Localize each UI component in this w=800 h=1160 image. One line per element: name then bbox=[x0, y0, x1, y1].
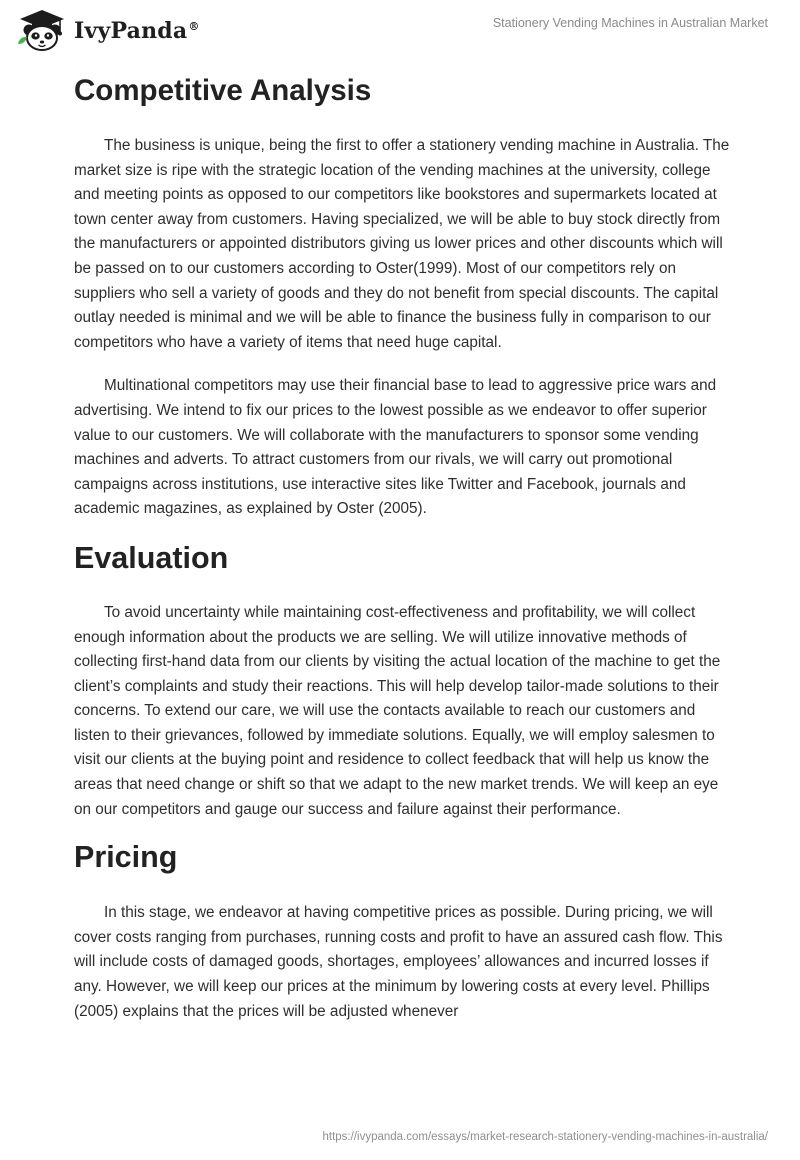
brand-logo[interactable] bbox=[16, 8, 200, 52]
document-title: Stationery Vending Machines in Australian Market bbox=[492, 16, 768, 30]
paragraph: In this stage, we endeavor at having competitive prices as possible. During pricing, we will cover costs ranging from purchases, running costs and profit to have an assured cash flow. This will include costs of damaged goods, shortages, employees’ allowances and incurred losses if any. However, we will keep our prices at the minimum by lowering costs at every level. Phillips (2005) explains that the prices will be adjusted whenever bbox=[74, 904, 723, 1020]
section-heading-pricing: Pricing bbox=[74, 840, 178, 875]
paragraph: To avoid uncertainty while maintaining cost-effectiveness and profitability, we will collect enough information about the products we are selling. We will utilize innovative methods of collecting first-hand data from our clients by visiting the actual location of the machine to get the client’s complaints and study their reactions. This will help develop tailor-made solutions to their concerns. To extend our care, we will use the contacts available to reach our customers and listen to their grievances, followed by immediate solutions. Equally, we will employ salesmen to visit our clients at the buying point and residence to collect feedback that will help us know the areas that need change or shift so that we adapt to the new market trends. We will keep an eye on our competitors and gauge our success and failure against their performance. bbox=[74, 603, 721, 818]
page-header bbox=[0, 0, 800, 60]
footer-source-url[interactable]: https://ivypanda.com/essays/market-research-stationery-vending-machines-in-australia/ bbox=[322, 1131, 768, 1143]
section-heading-competitive-analysis: Competitive Analysis bbox=[74, 74, 372, 107]
paragraph: Multinational competitors may use their financial base to lead to aggressive price wars and advertising. We intend to fix our prices to the lowest possible as we endeavor to offer superior value to our customers. We will collaborate with the manufacturers to sponsor some vending machines and adverts. To attract customers from our rivals, we will carry out promotional campaigns across institutions, use interactive sites like Twitter and Facebook, journals and academic magazines, as explained by Oster (2005). bbox=[74, 377, 717, 518]
paragraph: The business is unique, being the first to offer a stationery vending machine in Australia. The market size is ripe with the strategic location of the vending machines at the university, college and meeting points as opposed to our competitors like bookstores and supermarkets located at town center away from customers. Having specialized, we will be able to buy stock directly from the manufacturers or appointed distributors giving us lower prices and other discounts which will be passed on to our customers according to Oster(1999). Most of our competitors rely on suppliers who sell a variety of goods and they do not benefit from special discounts. The capital outlay needed is minimal and we will be able to finance the business fully in comparison to our competitors who have a variety of items that need huge capital. bbox=[74, 137, 730, 351]
essay-content bbox=[74, 68, 734, 1024]
registered-mark: ® bbox=[188, 19, 200, 33]
section-heading-evaluation: Evaluation bbox=[74, 540, 229, 575]
brand-name: IvyPanda® bbox=[74, 18, 200, 44]
panda-graduate-icon bbox=[16, 8, 68, 52]
